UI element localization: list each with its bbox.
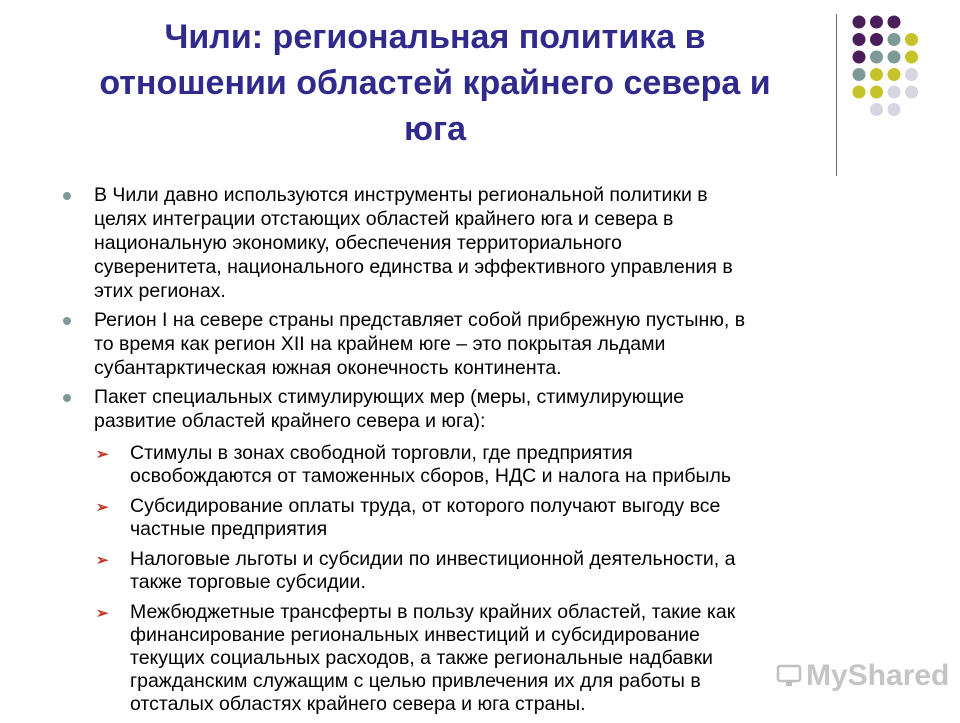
bullet-line: этих регионах. xyxy=(94,280,226,302)
monitor-icon xyxy=(776,663,802,689)
decorative-dot-grey xyxy=(905,86,918,99)
decorative-dot-purple xyxy=(853,16,866,29)
sub-bullet-line: отсталых областях крайнего севера и юга страны. xyxy=(130,693,586,715)
sub-bullet-line: Субсидирование оплаты труда, от которого получают выгоду все xyxy=(130,495,721,517)
slide-title-line: Чили: региональная политика в xyxy=(164,18,706,56)
arrow-bullet-icon: ➢ xyxy=(96,499,109,516)
sub-bullet-item xyxy=(62,442,912,488)
bullet-dot-icon xyxy=(63,394,71,402)
slide-title-line: отношении областей крайнего севера и xyxy=(99,64,771,102)
sub-bullet-line: частные предприятия xyxy=(130,518,328,540)
bullet-line: суверенитета, национального единства и эффективного управления в xyxy=(94,256,733,278)
sub-bullet-line: Межбюджетные трансферты в пользу крайних областей, такие как xyxy=(130,601,736,623)
decorative-dot-yellow xyxy=(870,68,883,81)
decorative-dot-grey xyxy=(888,86,901,99)
arrow-bullet-icon: ➢ xyxy=(96,552,109,569)
decorative-dot-yellow xyxy=(853,86,866,99)
decorative-dot-teal xyxy=(888,33,901,46)
decorative-dot-purple xyxy=(853,51,866,64)
arrow-bullet-icon: ➢ xyxy=(96,446,109,463)
bullet-line: целях интеграции отстающих областей крайнего юга и севера в xyxy=(94,208,674,230)
sub-bullet-line: текущих социальных расходов, а также региональные надбавки xyxy=(130,647,713,669)
decorative-dot-grey xyxy=(870,103,883,116)
bullet-line: субантарктическая южная оконечность континента. xyxy=(94,357,562,379)
decorative-dot-yellow xyxy=(905,51,918,64)
sub-bullet-line: Стимулы в зонах свободной торговли, где предприятия xyxy=(130,442,633,464)
decorative-dot-purple xyxy=(888,16,901,29)
slide-body xyxy=(62,183,912,723)
decorative-dot-yellow xyxy=(888,68,901,81)
bullet-item xyxy=(62,183,912,303)
bullet-line: развитие областей крайнего севера и юга): xyxy=(94,410,486,432)
bullet-item xyxy=(62,308,912,380)
sub-bullet-line: финансирование региональных инвестиций и субсидирование xyxy=(130,624,700,646)
watermark-text: MyShared xyxy=(806,659,950,692)
decorative-dot-yellow xyxy=(870,86,883,99)
decorative-dot-purple xyxy=(870,33,883,46)
sub-bullet-line: освобождаются от таможенных сборов, НДС и налога на прибыль xyxy=(130,465,732,487)
bullet-line: Регион I на севере страны представляет собой прибрежную пустыню, в xyxy=(94,309,746,331)
sub-bullet-line: гражданским служащим с целью привлечения их для работы в xyxy=(130,670,701,692)
bullet-line: то время как регион XII на крайнем юге – это покрытая льдами xyxy=(94,333,666,355)
arrow-bullet-icon: ➢ xyxy=(96,605,109,622)
sub-bullet-item xyxy=(62,548,912,594)
bullet-dot-icon xyxy=(63,317,71,325)
sub-bullet-line: также торговые субсидии. xyxy=(130,571,366,593)
decorative-dot-teal xyxy=(870,51,883,64)
decorative-dot-grey xyxy=(905,68,918,81)
decorative-dot-grey xyxy=(888,103,901,116)
slide-title-line: юга xyxy=(403,110,467,148)
decorative-dot-teal xyxy=(853,68,866,81)
sub-bullet-item xyxy=(62,495,912,541)
bullet-dot-icon xyxy=(63,192,71,200)
decorative-dot-teal xyxy=(888,51,901,64)
bullet-line: В Чили давно используются инструменты региональной политики в xyxy=(94,184,708,206)
decorative-dot-purple xyxy=(870,16,883,29)
sub-bullet-line: Налоговые льготы и субсидии по инвестиционной деятельности, а xyxy=(130,548,736,570)
bullet-item xyxy=(62,385,912,433)
bullet-line: Пакет специальных стимулирующих мер (меры, стимулирующие xyxy=(94,386,685,408)
decorative-dot-purple xyxy=(853,33,866,46)
bullet-line: национальную экономику, обеспечения территориального xyxy=(94,232,622,254)
watermark xyxy=(776,659,950,697)
decorative-dot-yellow xyxy=(905,33,918,46)
